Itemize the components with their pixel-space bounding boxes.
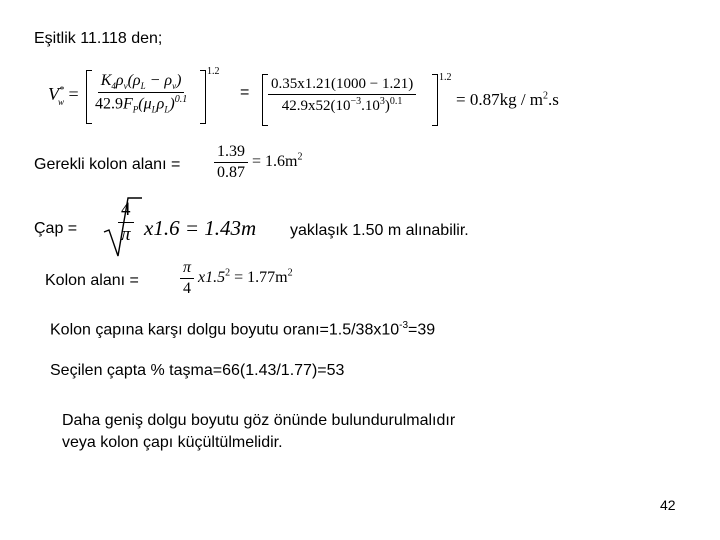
eq1-num-right-bracket — [432, 74, 438, 126]
eq1-symbolic-fraction: $\frac{K_4\rho_v(\rho_L - \rho_v)}{42.9F_P(\mu_L\rho_L)^{0.1}}$ — [95, 72, 188, 115]
diameter-fraction: $\frac{4}{\pi}$ — [118, 199, 134, 246]
page-number: 42 — [660, 497, 676, 513]
ratio-text: Kolon çapına karşı dolgu boyutu $oranı=1.5/38x10^{-3}=39$ — [50, 320, 436, 339]
eq1-lhs: $V^*_w$ = — [48, 84, 79, 107]
diameter-label: Çap = — [34, 220, 78, 237]
eq1-exponent: 1.2 — [207, 66, 220, 77]
area-label: Gerekli kolon alanı = — [34, 156, 181, 173]
advice-line-1: Daha geniş dolgu boyutu göz önünde bulundurulmalıdır — [62, 412, 456, 429]
diameter-note: yaklaşık 1.50 m alınabilir. — [290, 222, 469, 239]
area-result: = $1.6m^2$ — [252, 151, 303, 171]
eq1-num-exponent: 1.2 — [439, 72, 452, 83]
eq1-equals: = — [240, 84, 250, 101]
eq1-right-bracket — [200, 70, 206, 124]
overflow-text: Seçilen çapta % taşma=66(1.43/1.77)=53 — [50, 362, 345, 379]
area-fraction: $\frac{1.39}{0.87}$ = $1.6m^2$ — [214, 143, 302, 182]
heading: Eşitlik 11.118 den; — [34, 30, 163, 47]
advice-line-2: veya kolon çapı küçültülmelidir. — [62, 434, 283, 451]
eq1-result: = $0.87kg / m^2.s$ — [456, 90, 559, 109]
col-area-label: Kolon alanı = — [45, 272, 139, 289]
col-area-expression: $x1.5^2 = 1.77m^2$ — [198, 267, 293, 287]
diameter-expression: x1.6 = 1.43m — [144, 216, 257, 240]
eq1-numeric-fraction: $\frac{0.35x1.21(1000 - 1.21)}{42.9x52(10^{-3}.10^3)^{0.1}}$ — [268, 76, 416, 115]
col-area-fraction: $\frac{\pi}{4}$ $x1.5^2 = 1.77m^2$ — [180, 259, 293, 298]
